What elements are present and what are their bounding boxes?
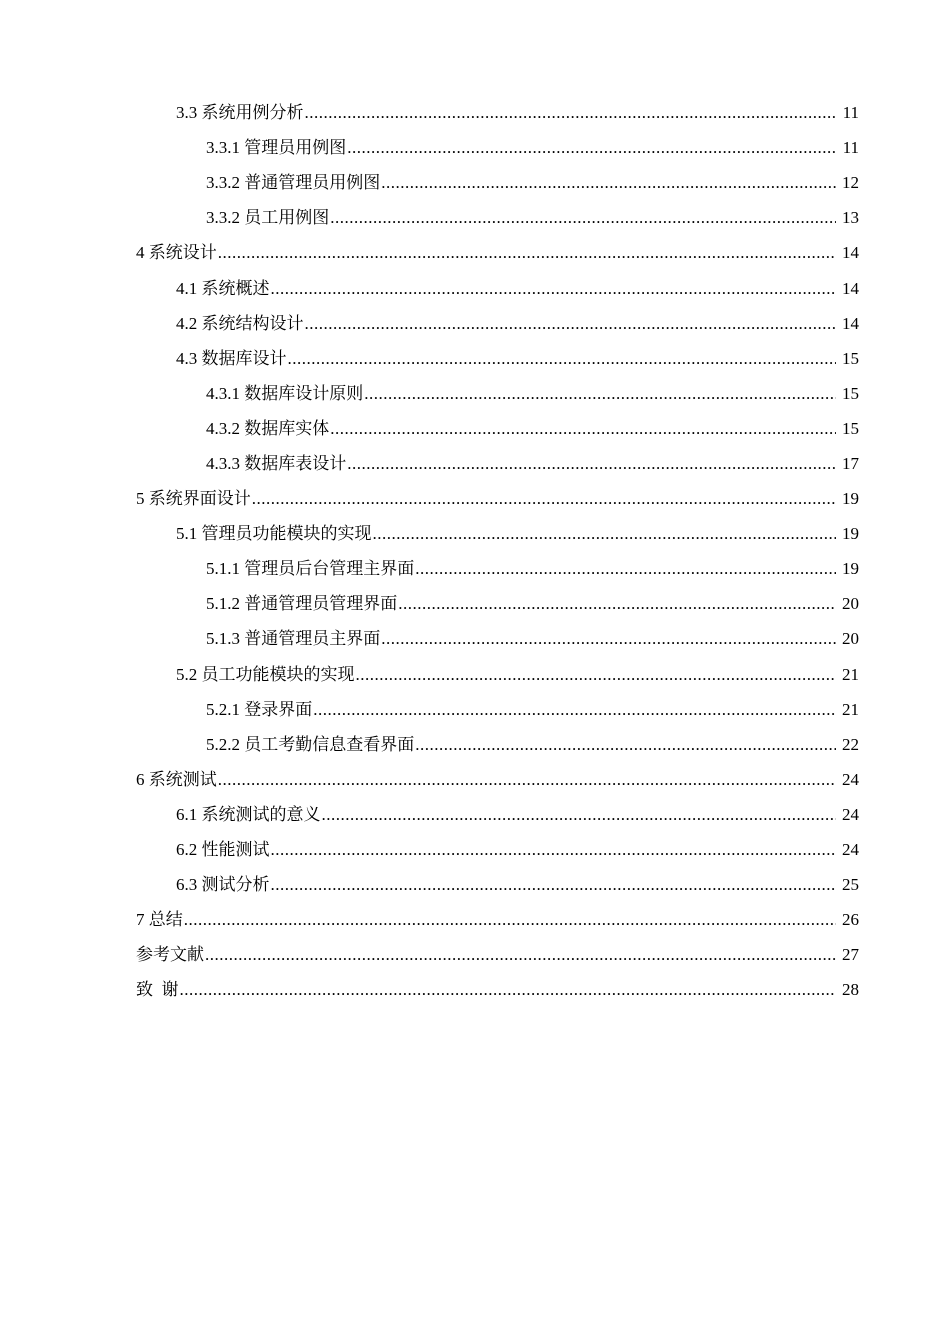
toc-entry-title: 5.1.2 普通管理员管理界面 [206,594,398,614]
toc-entry-title: 4.3 数据库设计 [176,348,287,368]
toc-entry[interactable] [0,376,950,411]
toc-dot-leader [347,446,836,481]
table-of-contents [0,95,950,1007]
toc-entry-page: 27 [842,945,859,965]
toc-dot-leader [271,271,837,306]
toc-dot-leader [347,130,836,165]
toc-entry[interactable] [0,727,950,762]
toc-entry[interactable] [0,235,950,270]
toc-entry-page: 21 [842,664,859,684]
toc-entry-title: 5.2.1 登录界面 [206,699,313,719]
toc-entry-title: 3.3.1 管理员用例图 [206,138,347,158]
toc-entry[interactable] [0,306,950,341]
toc-entry-title: 4.3.1 数据库设计原则 [206,383,364,403]
toc-dot-leader [373,516,837,551]
toc-dot-leader [364,376,836,411]
toc-entry-title: 7 总结 [136,910,183,930]
toc-entry-page: 13 [842,208,859,228]
toc-entry-page: 19 [842,559,859,579]
toc-entry-page: 12 [842,173,859,193]
toc-dot-leader [305,306,837,341]
toc-dot-leader [313,692,836,727]
toc-entry[interactable] [0,762,950,797]
toc-entry-title: 4 系统设计 [136,243,217,263]
toc-entry[interactable] [0,832,950,867]
toc-dot-leader [398,586,836,621]
toc-entry-page: 11 [842,103,859,123]
toc-entry-page: 19 [842,524,859,544]
toc-dot-leader [180,972,837,1007]
toc-entry-title: 5.2.2 员工考勤信息查看界面 [206,734,415,754]
toc-dot-leader [305,95,837,130]
toc-entry[interactable] [0,902,950,937]
toc-dot-leader [330,411,836,446]
toc-entry-title: 6 系统测试 [136,769,217,789]
toc-dot-leader [218,762,836,797]
toc-entry-page: 19 [842,489,859,509]
toc-entry[interactable] [0,446,950,481]
toc-entry-title: 3.3 系统用例分析 [176,103,304,123]
toc-entry-page: 26 [842,910,859,930]
toc-entry[interactable] [0,481,950,516]
toc-entry[interactable] [0,621,950,656]
toc-entry-page: 15 [842,383,859,403]
toc-entry-title: 5.1.1 管理员后台管理主界面 [206,559,415,579]
toc-entry[interactable] [0,551,950,586]
toc-entry-title: 6.3 测试分析 [176,875,270,895]
toc-dot-leader [322,797,837,832]
toc-entry-title: 5 系统界面设计 [136,489,251,509]
toc-dot-leader [381,621,836,656]
toc-entry-title: 3.3.2 普通管理员用例图 [206,173,381,193]
toc-entry-page: 20 [842,594,859,614]
toc-entry-page: 22 [842,734,859,754]
toc-entry-title: 4.2 系统结构设计 [176,313,304,333]
toc-entry-title: 5.1 管理员功能模块的实现 [176,524,372,544]
toc-entry[interactable] [0,95,950,130]
toc-entry[interactable] [0,937,950,972]
toc-entry-title: 致 谢 [136,980,179,1000]
toc-dot-leader [330,200,836,235]
toc-entry-page: 24 [842,769,859,789]
toc-dot-leader [205,937,836,972]
toc-entry-page: 20 [842,629,859,649]
toc-entry[interactable] [0,200,950,235]
toc-dot-leader [356,657,837,692]
toc-entry-title: 5.1.3 普通管理员主界面 [206,629,381,649]
toc-entry-page: 14 [842,278,859,298]
toc-entry-page: 28 [842,980,859,1000]
toc-entry-title: 6.1 系统测试的意义 [176,804,321,824]
toc-entry[interactable] [0,692,950,727]
toc-entry[interactable] [0,972,950,1007]
toc-entry-page: 25 [842,875,859,895]
toc-entry-title: 5.2 员工功能模块的实现 [176,664,355,684]
toc-entry-title: 4.3.2 数据库实体 [206,418,330,438]
toc-dot-leader [271,832,837,867]
toc-entry-page: 14 [842,243,859,263]
toc-entry-page: 15 [842,348,859,368]
toc-entry-page: 15 [842,418,859,438]
toc-dot-leader [271,867,837,902]
toc-dot-leader [288,341,837,376]
toc-entry[interactable] [0,130,950,165]
toc-entry[interactable] [0,165,950,200]
toc-entry-page: 21 [842,699,859,719]
toc-entry-title: 6.2 性能测试 [176,840,270,860]
toc-entry-title: 参考文献 [136,945,204,965]
toc-entry-title: 3.3.2 员工用例图 [206,208,330,228]
toc-entry[interactable] [0,867,950,902]
toc-entry[interactable] [0,341,950,376]
toc-entry[interactable] [0,797,950,832]
toc-dot-leader [381,165,836,200]
toc-entry[interactable] [0,586,950,621]
toc-entry-page: 24 [842,804,859,824]
toc-entry-page: 24 [842,840,859,860]
toc-dot-leader [415,551,836,586]
toc-entry-title: 4.3.3 数据库表设计 [206,453,347,473]
toc-dot-leader [252,481,836,516]
toc-entry[interactable] [0,516,950,551]
toc-entry[interactable] [0,411,950,446]
toc-dot-leader [184,902,836,937]
toc-entry-page: 17 [842,453,859,473]
toc-entry-page: 14 [842,313,859,333]
toc-entry[interactable] [0,270,950,305]
toc-entry-page: 11 [842,138,859,158]
toc-entry-title: 4.1 系统概述 [176,278,270,298]
toc-dot-leader [218,235,836,270]
toc-entry[interactable] [0,657,950,692]
toc-dot-leader [415,727,836,762]
